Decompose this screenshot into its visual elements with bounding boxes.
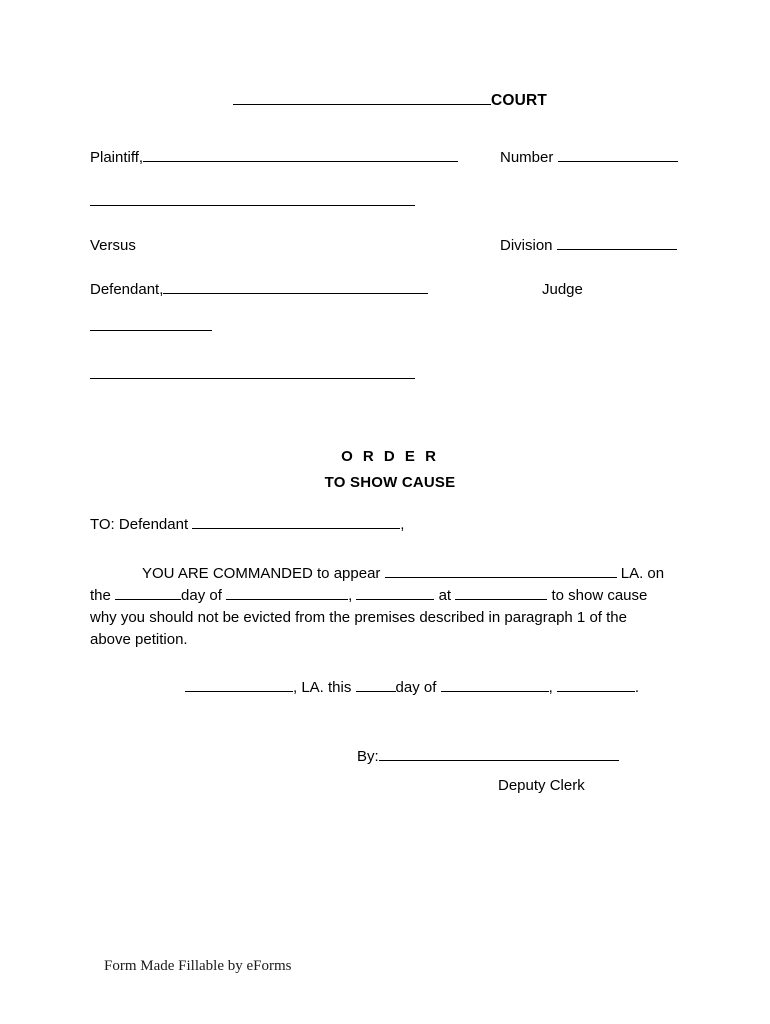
- signature-block: [90, 748, 690, 794]
- command-segment-7: to show cause: [551, 587, 648, 604]
- command-segment-9: above petition.: [90, 631, 188, 648]
- closing-segment-1: , LA. this: [293, 679, 352, 696]
- defendant-label: Defendant,: [90, 281, 164, 298]
- caption-row-blank: [90, 194, 690, 238]
- to-defendant-comma: ,: [400, 516, 405, 533]
- signature-blank[interactable]: [379, 760, 619, 761]
- caption-row-versus: [90, 238, 690, 282]
- division-blank[interactable]: [557, 249, 677, 250]
- plaintiff-group: [90, 150, 458, 165]
- plaintiff-continuation-group: [90, 194, 415, 209]
- command-segment-1: YOU ARE COMMANDED to appear: [142, 565, 381, 582]
- court-label: COURT: [490, 92, 548, 109]
- month-blank[interactable]: [226, 599, 348, 600]
- command-segment-4: day of: [181, 587, 222, 604]
- command-segment-2: LA. on: [620, 565, 665, 582]
- court-name-blank[interactable]: [233, 104, 491, 105]
- by-label: By:: [357, 748, 379, 765]
- to-defendant-line: [90, 514, 690, 536]
- number-label: Number: [500, 149, 554, 166]
- plaintiff-name-blank[interactable]: [143, 161, 458, 162]
- defendant-continuation-blank-long[interactable]: [90, 378, 415, 379]
- day-blank[interactable]: [115, 599, 181, 600]
- order-title: [90, 448, 690, 491]
- caption-row-defendant: [90, 282, 690, 326]
- number-group: [500, 150, 678, 165]
- closing-segment-4: .: [634, 679, 640, 696]
- caption-row-plaintiff: [90, 150, 690, 194]
- year-blank[interactable]: [356, 599, 434, 600]
- closing-line: [90, 677, 690, 699]
- court-header: [90, 92, 690, 110]
- to-defendant-blank[interactable]: [192, 528, 400, 529]
- defendant-name-blank[interactable]: [163, 293, 428, 294]
- division-group: [500, 238, 677, 253]
- defendant-group: [90, 282, 428, 297]
- deputy-clerk-label: Deputy Clerk: [498, 777, 585, 794]
- order-body: [90, 514, 690, 699]
- versus-label: Versus: [90, 237, 136, 254]
- order-title-sub: TO SHOW CAUSE: [324, 474, 456, 491]
- command-segment-5: ,: [348, 587, 353, 604]
- appear-location-blank[interactable]: [385, 577, 617, 578]
- closing-city-blank[interactable]: [185, 691, 293, 692]
- signature-line: [90, 748, 690, 765]
- plaintiff-label: Plaintiff,: [90, 149, 144, 166]
- command-segment-3: the: [90, 587, 111, 604]
- command-segment-6: at: [438, 587, 452, 604]
- closing-day-blank[interactable]: [356, 691, 396, 692]
- plaintiff-continuation-blank[interactable]: [90, 205, 415, 206]
- closing-year-blank[interactable]: [557, 691, 635, 692]
- command-paragraph: [90, 563, 690, 651]
- closing-month-blank[interactable]: [441, 691, 549, 692]
- closing-segment-3: ,: [548, 679, 553, 696]
- defendant-continuation-blank-short[interactable]: [90, 330, 212, 331]
- caption-block: [90, 150, 690, 326]
- command-segment-8: why you should not be evicted from the premises described in paragraph 1 of the: [90, 609, 627, 626]
- to-defendant-label: TO: Defendant: [90, 516, 189, 533]
- time-blank[interactable]: [455, 599, 547, 600]
- judge-label: Judge: [542, 281, 583, 298]
- division-label: Division: [500, 237, 553, 254]
- number-blank[interactable]: [558, 161, 678, 162]
- closing-segment-2: day of: [395, 679, 437, 696]
- order-title-main: O R D E R: [341, 448, 439, 465]
- form-credit-footer: Form Made Fillable by eForms: [104, 958, 292, 974]
